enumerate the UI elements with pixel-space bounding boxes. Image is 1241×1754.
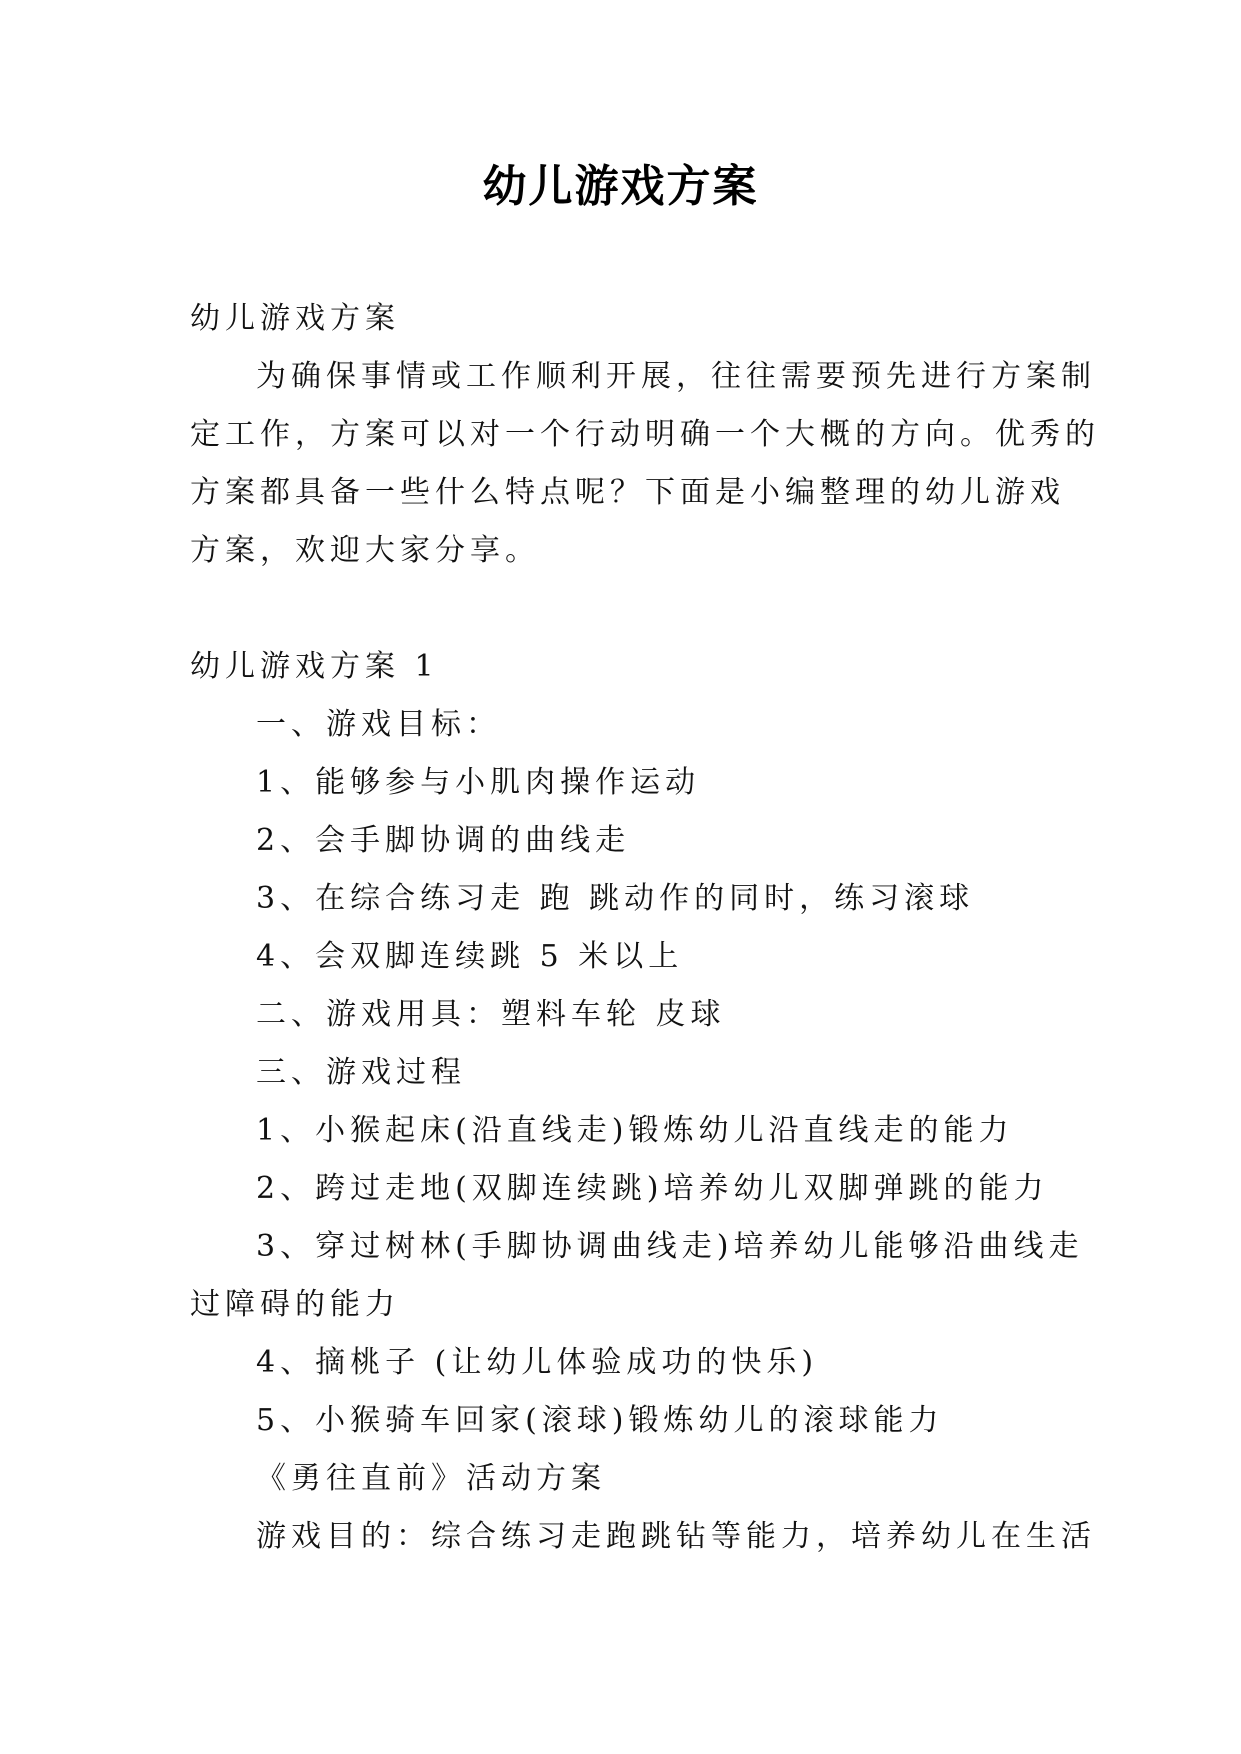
section-heading: 幼儿游戏方案	[190, 301, 400, 336]
process-step: 4、摘桃子 (让幼儿体验成功的快乐)	[256, 1345, 819, 1380]
intro-line: 方案都具备一些什么特点呢？下面是小编整理的幼儿游戏	[190, 475, 1065, 510]
activity-title: 《勇往直前》活动方案	[256, 1461, 606, 1496]
process-step-continuation: 过障碍的能力	[190, 1287, 400, 1322]
process-heading: 三、游戏过程	[256, 1055, 466, 1090]
intro-line: 为确保事情或工作顺利开展，往往需要预先进行方案制	[256, 359, 1096, 394]
process-step: 5、小猴骑车回家(滚球)锻炼幼儿的滚球能力	[256, 1403, 944, 1438]
goal-item: 1、能够参与小肌肉操作运动	[256, 765, 701, 800]
document-body	[190, 290, 1100, 1566]
section-1-heading: 幼儿游戏方案 1	[190, 649, 439, 684]
goal-item: 3、在综合练习走 跑 跳动作的同时，练习滚球	[256, 881, 975, 916]
intro-line: 定工作，方案可以对一个行动明确一个大概的方向。优秀的	[190, 417, 1100, 452]
intro-line: 方案，欢迎大家分享。	[190, 533, 540, 568]
goal-item: 4、会双脚连续跳 5 米以上	[256, 939, 684, 974]
document-title: 幼儿游戏方案	[482, 161, 759, 212]
activity-goal: 游戏目的：综合练习走跑跳钻等能力，培养幼儿在生活	[256, 1519, 1096, 1554]
tools-line: 二、游戏用具：塑料车轮 皮球	[256, 997, 726, 1032]
goal-item: 2、会手脚协调的曲线走	[256, 823, 631, 858]
goals-heading: 一、游戏目标：	[256, 707, 501, 742]
intro-paragraph	[190, 348, 1100, 580]
process-step: 2、跨过走地(双脚连续跳)培养幼儿双脚弹跳的能力	[256, 1171, 1049, 1206]
process-step: 3、穿过树林(手脚协调曲线走)培养幼儿能够沿曲线走	[256, 1229, 1084, 1264]
process-step: 1、小猴起床(沿直线走)锻炼幼儿沿直线走的能力	[256, 1113, 1014, 1148]
spacer	[190, 580, 1052, 638]
